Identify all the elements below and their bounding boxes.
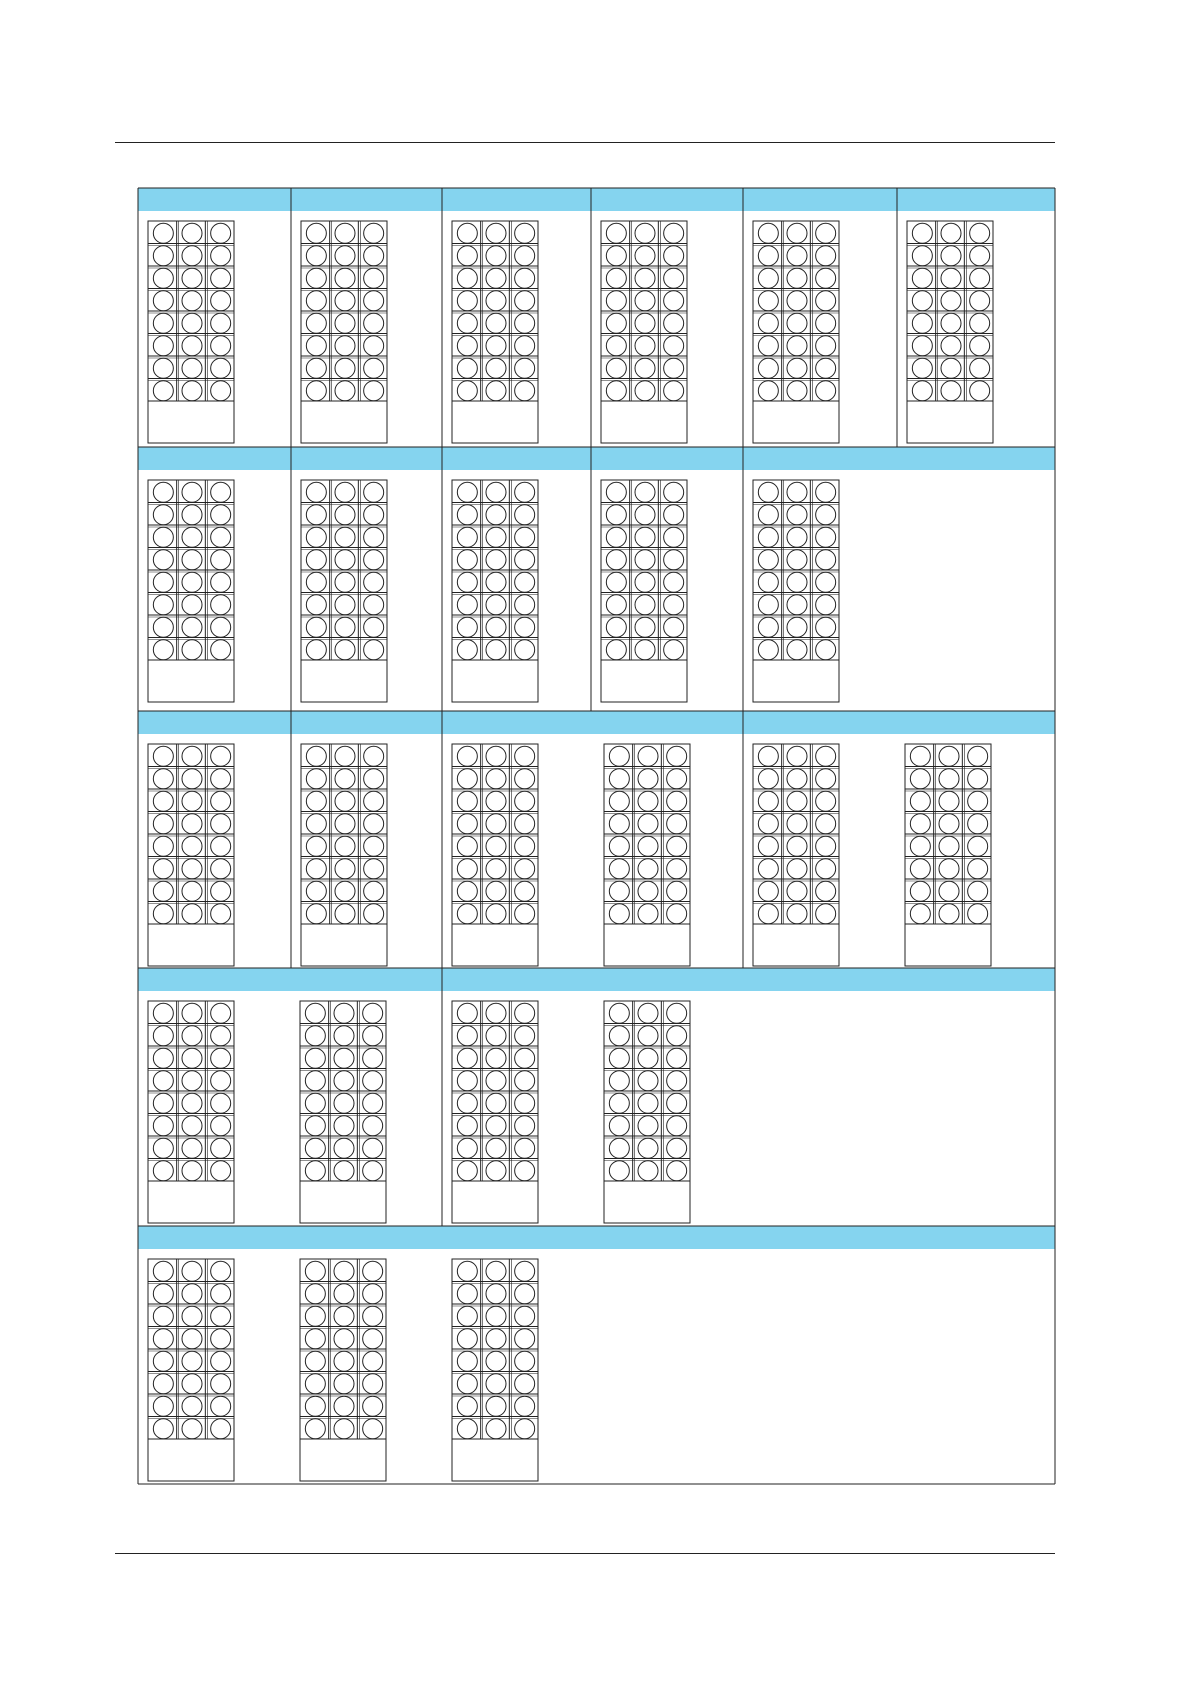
terminal-block	[452, 1259, 538, 1481]
terminal-block	[753, 480, 839, 702]
terminal-block-frame	[148, 480, 234, 702]
terminal-block	[301, 221, 387, 443]
terminal-block	[300, 1001, 386, 1223]
terminal-block	[905, 744, 991, 966]
terminal-block-frame	[148, 1259, 234, 1481]
terminal-block-frame	[148, 744, 234, 966]
terminal-block	[300, 1259, 386, 1481]
section-header-band	[138, 711, 1055, 734]
terminal-block-frame	[753, 744, 839, 966]
terminal-block	[601, 221, 687, 443]
terminal-block	[604, 744, 690, 966]
terminal-block-frame	[301, 744, 387, 966]
terminal-block-frame	[604, 1001, 690, 1223]
terminal-block	[148, 480, 234, 702]
section-header-band	[138, 447, 1055, 470]
terminal-block-frame	[452, 744, 538, 966]
terminal-block-frame	[905, 744, 991, 966]
terminal-block	[452, 480, 538, 702]
terminal-block	[452, 221, 538, 443]
section-header-band	[138, 968, 1055, 991]
terminal-block	[604, 1001, 690, 1223]
terminal-block	[753, 744, 839, 966]
terminal-block	[452, 1001, 538, 1223]
terminal-block-frame	[452, 1259, 538, 1481]
terminal-block-frame	[300, 1001, 386, 1223]
terminal-block	[907, 221, 993, 443]
section-header-band	[138, 188, 1055, 211]
terminal-block-frame	[301, 221, 387, 443]
terminal-block-frame	[452, 1001, 538, 1223]
terminal-block-frame	[907, 221, 993, 443]
terminal-block	[301, 480, 387, 702]
terminal-block	[148, 221, 234, 443]
terminal-block	[148, 1001, 234, 1223]
terminal-block-frame	[452, 480, 538, 702]
terminal-block	[753, 221, 839, 443]
terminal-block-frame	[148, 1001, 234, 1223]
terminal-block	[148, 744, 234, 966]
terminal-block	[601, 480, 687, 702]
terminal-block-frame	[753, 480, 839, 702]
terminal-block	[301, 744, 387, 966]
terminal-block-frame	[601, 480, 687, 702]
terminal-block-frame	[301, 480, 387, 702]
terminal-block	[148, 1259, 234, 1481]
terminal-block-frame	[604, 744, 690, 966]
terminal-block	[452, 744, 538, 966]
section-header-band	[138, 1226, 1055, 1249]
terminal-block-frame	[753, 221, 839, 443]
terminal-block-frame	[148, 221, 234, 443]
terminal-block-frame	[300, 1259, 386, 1481]
terminal-block-frame	[601, 221, 687, 443]
terminal-block-frame	[452, 221, 538, 443]
